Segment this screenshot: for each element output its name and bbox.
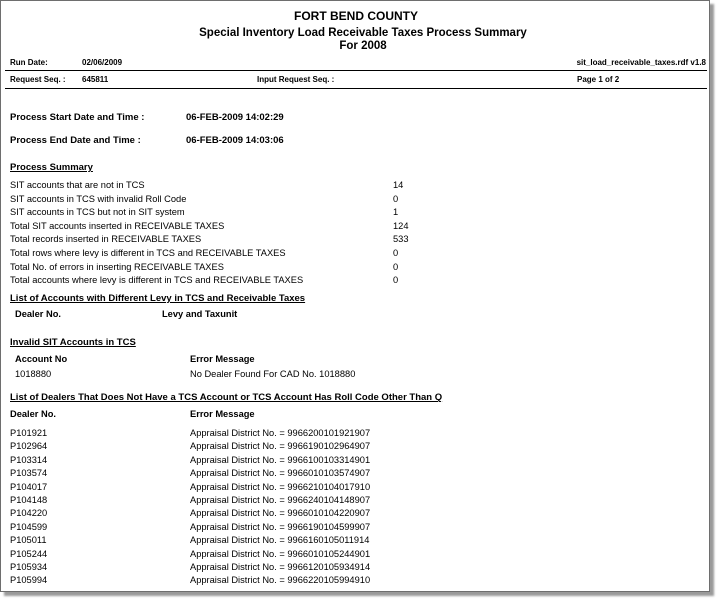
process-end-label: Process End Date and Time : <box>10 135 141 146</box>
run-date-value: 02/06/2009 <box>82 58 123 67</box>
dealer-error-message: Appraisal District No. = 9966010104220907 <box>190 508 371 519</box>
process-start-label: Process Start Date and Time : <box>10 112 145 123</box>
summary-row-label: Total rows where levy is different in TCS and RECEIVABLE TAXES <box>10 248 286 258</box>
dealers-col-message: Error Message <box>190 409 255 419</box>
dealer-error-message: Appraisal District No. = 9966210104017910 <box>190 481 371 492</box>
dealer-no: P102964 <box>10 441 48 452</box>
levy-col-dealer: Dealer No. <box>15 309 61 319</box>
dealer-no: P104220 <box>10 508 48 519</box>
summary-row-value: 0 <box>393 193 399 204</box>
summary-row-label: SIT accounts in TCS but not in SIT system <box>10 207 185 218</box>
dealer-no: P105934 <box>10 562 48 572</box>
dealer-no: P103314 <box>10 454 48 465</box>
dealer-error-message: Appraisal District No. = 9966010103574907 <box>190 468 371 479</box>
run-date-label: Run Date: <box>10 58 48 67</box>
levy-section-heading: List of Accounts with Different Levy in TCS and Receivable Taxes <box>10 293 306 304</box>
report-file: sit_load_receivable_taxes.rdf v1.8 <box>576 58 706 67</box>
dealer-error-message: Appraisal District No. = 9966240104148907 <box>190 495 371 505</box>
levy-col-levy: Levy and Taxunit <box>162 309 238 319</box>
dealer-error-message: Appraisal District No. = 9966160105011914 <box>190 535 370 546</box>
header-rule-2 <box>5 88 707 89</box>
dealer-error-message: Appraisal District No. = 9966220105994910 <box>190 575 371 586</box>
dealer-error-message: Appraisal District No. = 9966200101921907 <box>190 428 371 438</box>
dealer-error-message: Appraisal District No. = 9966190102964907 <box>190 441 371 452</box>
report-subtitle: For 2008 <box>339 40 387 52</box>
invalid-error-message: No Dealer Found For CAD No. 1018880 <box>190 369 356 379</box>
summary-row-label: SIT accounts in TCS with invalid Roll Code <box>10 193 187 204</box>
invalid-col-message: Error Message <box>190 354 255 364</box>
dealer-error-message: Appraisal District No. = 9966100103314901 <box>190 454 371 465</box>
process-start-value: 06-FEB-2009 14:02:29 <box>186 112 284 123</box>
summary-row-value: 0 <box>393 275 399 286</box>
dealer-error-message: Appraisal District No. = 9966120105934914 <box>190 562 371 572</box>
request-seq-label: Request Seq. : <box>10 75 66 84</box>
dealer-no: P103574 <box>10 468 48 479</box>
dealer-error-message: Appraisal District No. = 9966010105244901 <box>190 548 371 559</box>
dealer-no: P104599 <box>10 521 48 532</box>
summary-row-value: 124 <box>393 220 409 231</box>
dealer-no: P101921 <box>10 428 48 438</box>
dealer-no: P105011 <box>10 535 47 546</box>
summary-row-value: 533 <box>393 234 409 245</box>
dealers-section-heading: List of Dealers That Does Not Have a TCS Account or TCS Account Has Roll Code Other Than Q <box>10 392 443 403</box>
summary-row-label: Total accounts where levy is different in TCS and RECEIVABLE TAXES <box>10 275 304 286</box>
report-title: Special Inventory Load Receivable Taxes Process Summary <box>199 27 527 39</box>
summary-row-label: Total records inserted in RECEIVABLE TAXES <box>10 234 202 245</box>
dealer-error-message: Appraisal District No. = 9966190104599907 <box>190 521 371 532</box>
input-request-seq-label: Input Request Seq. : <box>257 75 335 84</box>
summary-row-value: 1 <box>393 207 399 218</box>
county-title: FORT BEND COUNTY <box>294 9 418 23</box>
summary-row-value: 14 <box>393 180 404 190</box>
invalid-col-account: Account No <box>15 354 68 364</box>
dealer-no: P104148 <box>10 495 48 505</box>
summary-row-value: 0 <box>393 248 399 258</box>
summary-row-label: SIT accounts that are not in TCS <box>10 180 145 190</box>
dealer-no: P105994 <box>10 575 48 586</box>
summary-row-label: Total No. of errors in inserting RECEIVABLE TAXES <box>10 261 224 272</box>
header-rule-1 <box>5 70 707 71</box>
process-end-value: 06-FEB-2009 14:03:06 <box>186 135 284 146</box>
dealer-no: P105244 <box>10 548 48 559</box>
invalid-account-no: 1018880 <box>15 369 52 379</box>
summary-row-value: 0 <box>393 261 399 272</box>
dealer-no: P104017 <box>10 481 48 492</box>
summary-row-label: Total SIT accounts inserted in RECEIVABLE TAXES <box>10 220 225 231</box>
page-number: Page 1 of 2 <box>577 75 620 84</box>
dealers-col-dealer: Dealer No. <box>10 409 56 419</box>
process-summary-heading: Process Summary <box>10 162 93 173</box>
request-seq-value: 645811 <box>82 75 109 84</box>
invalid-section-heading: Invalid SIT Accounts in TCS <box>10 337 136 348</box>
